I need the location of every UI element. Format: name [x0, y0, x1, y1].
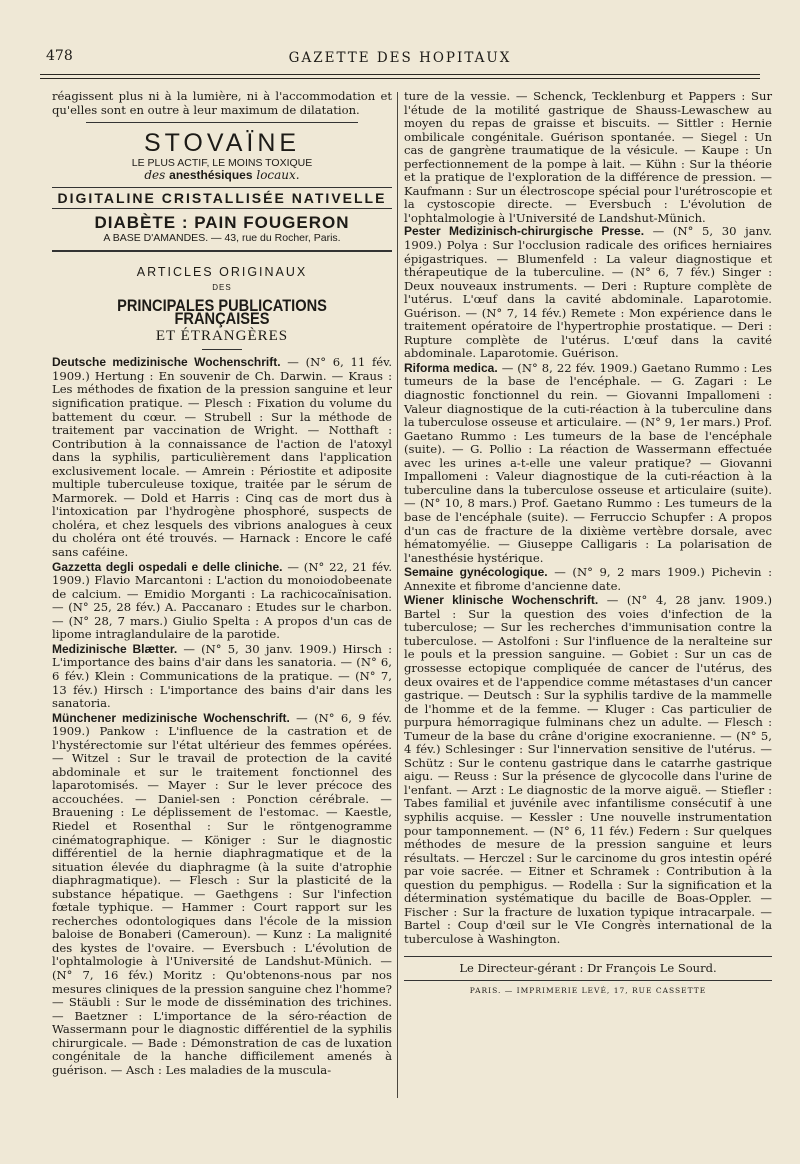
- section-rule: [202, 349, 242, 350]
- right-column: [404, 90, 772, 998]
- section-heading: [52, 266, 392, 351]
- journal-entry: [404, 594, 772, 946]
- diabete-ad-title: DIABÈTE : PAIN FOUGERON: [94, 212, 350, 232]
- left-column: [52, 90, 392, 1078]
- advertisement-block: [52, 122, 392, 252]
- journal-entry: [404, 225, 772, 360]
- stovaine-title: STOVAÏNE: [143, 129, 301, 158]
- journal-title: Medizinische Blætter.: [52, 641, 178, 656]
- ad-rule: [86, 122, 358, 123]
- journal-text: — (N° 8, 22 fév. 1909.) Gaetano Rummo : Les tumeurs de la base de l'encéphale. — G. Zagari : Le diagnostic fonctionnel du rein. — Giovanni Impallomeni : Valeur diagnostique de la cuti-réaction à la tuberculine dans la tuberculose osseuse et articulaire. — (N° 9, 1er mars.) Prof. Gaetano Rummo : Les tumeurs de la base de l'encéphale (suite). — G. Pollio : La réaction de Wassermann effectuée avec les urines a-t-elle une valeur pratique? — Giovanni Impallomeni : Valeur diagnostique de la cuti-réaction à la tuberculine dans la tuberculose osseuse et articulaire (suite). — (N° 10, 8 mars.) Prof. Gaetano Rummo : Les tumeurs de la base de l'encéphale (suite). — Ferruccio Schupfer : A propos d'un cas de fracture de la dixième vertèbre dorsale, avec hématomyélie. — Giuseppe Calligaris : La polarisation de l'anesthésie hystérique.: [404, 360, 773, 565]
- journal-entry: [404, 362, 772, 565]
- diabete-address: A BASE D'AMANDES. — 43, rue du Rocher, Paris.: [103, 231, 341, 244]
- journal-title: Semaine gynécologique.: [404, 565, 548, 580]
- journal-title: Wiener klinische Wochenschrift.: [404, 593, 599, 608]
- stovaine-italic-a: des: [144, 168, 166, 183]
- journal-text: — (N° 6, 9 fév. 1909.) Pankow : L'influence de la castration et de l'hystérectomie sur l'état ultérieur des femmes opérées. — Witzel : Sur le travail de protection de la cavité abdominale et sur le traitement fonctionnel des laparotomisés. — Mayer : Sur le lever précoce des accouchées. — Daniel-sen : Ponction cérébrale. — Brauening : Le déplissement de l'estomac. — Kaestle, Riedel et Rosenthal : Sur le röntgenogramme cinématographique. — Königer : Sur le diagnostic différentiel de la hernie diaphragmatique et de la situation élevée du diaphragme (à la suite d'atrophie diaphragmatique). — Flesch : Sur la plasticité de la substance hépatique. — Gaethgens : Sur l'infection fœtale typhique. — Hammer : Court rapport sur les recherches odontologiques dans l'école de la mission baloise de Bonaberi (Cameroun). — Kunz : La malignité des kystes de l'ovaire. — Eversbuch : L'évolution de l'ophtalmologie à l'Université de Landshut-Münich. — (N° 7, 16 fév.) Moritz : Qu'obtenons-nous par nos mesures cliniques de la pression sanguine chez l'homme? — Stäubli : Sur le mode de dissémination des trichines. — Baetzner : L'importance de la séro-réaction de Wassermann pour le diagnostic différentiel de la syphilis chirurgicale. — Bade : Démonstration de cas de luxation congénitale de la hanche difficilement amenés à guérison. — Asch : Les maladies de la muscula-: [52, 710, 392, 1077]
- stovaine-italic-b: locaux.: [256, 168, 300, 183]
- journal-text: — (N° 5, 30 janv. 1909.) Hirsch : L'importance des bains d'air dans les sanatoria. — (N° 6, 6 fév.) Klein : Communications de la pratique. — (N° 7, 13 fév.) Hirsch : L'importance des bains d'air dans les sanatoria.: [52, 641, 392, 711]
- stovaine-tagline: LE PLUS ACTIF, LE MOINS TOXIQUE: [131, 157, 313, 170]
- header-rule-bottom: [40, 78, 760, 79]
- director-signature: Le Directeur-gérant : Dr François Le Sourd.: [404, 956, 772, 976]
- journal-text: — (N° 4, 28 janv. 1909.) Bartel : Sur la question des voies d'infection de la tuberculose; — Sur les recherches d'immunisation contre la tuberculose. — Astolfoni : Sur l'influence de la neralteine sur le pouls et la pression sanguine. — Gobiet : Sur un cas de grossesse ectopique compliquée de cancer de l'utérus, des deux ovaires et de l'appendice comme métastases d'un cancer gastrique. — Deutsch : Sur la syphilis tardive de la mammelle de l'homme et de la femme. — Kluger : Cas particulier de purpura hémorragique fulminans chez un adulte. — Flesch : Tumeur de la base du crâne d'origine exocranienne. — (N° 5, 4 fév.) Schlesinger : Sur l'innervation sensitive de l'utérus. — Schütz : Sur le contenu gastrique dans le catarrhe gastrique aigu. — Reuss : Sur la présence de glycocolle dans l'urine de l'enfant. — Arzt : Le diagnostic de la morve aiguë. — Stiefler : Tabes familial et juvénile avec infantilisme consécutif à une syphilis acquise. — Kessler : Une nouvelle instrumentation pour tamponnement. — (N° 6, 11 fév.) Federn : Sur quelques méthodes de mesure de la pression sanguine et leurs résultats. — Herczel : Sur le carcinome du gros intestin opéré par voie sacrée. — Eitner et Schramek : Contribution à la question du pemphigus. — Rodella : Sur la signification et la détermination systématique du bacille de Boas-Oppler. — Fischer : Sur la fracture de luxation typique intracarpale. — Bartel : Coup d'œil sur le VIe Congrès international de la tuberculose à Washington.: [404, 593, 772, 946]
- journal-text: — (N° 6, 11 fév. 1909.) Hertung : En souvenir de Ch. Darwin. — Kraus : Les méthodes de fixation de la pression sanguine et leur signification pratique. — Plesch : Fixation du volume du battement du cœur. — Strubell : Sur la méthode de traitement par vaccination de Wright. — Notthaft : Contribution à la connaissance de l'action de l'atoxyl dans la syphilis, particulièrement dans l'application exclusivement locale. — Amrein : Périostite et adiposite multiple tuberculeuse toxique, traitée par le sérum de Marmorek. — Dold et Harris : Cinq cas de mort dus à l'intoxication par l'hydrogène phosphoré, suspects de choléra, et chez lesquels des vibrions analogues à ceux du choléra ont été trouvés. — Harnack : Encore le café sans caféine.: [52, 355, 393, 560]
- running-title: GAZETTE DES HOPITAUX: [288, 50, 512, 66]
- journal-title: Riforma medica.: [404, 360, 498, 375]
- journal-title: Deutsche medizinische Wochenschrift.: [52, 355, 281, 370]
- journal-title: Münchener medizinische Wochenschrift.: [52, 710, 290, 725]
- journal-text: — (N° 5, 30 janv. 1909.) Polya : Sur l'occlusion radicale des orifices herniaires épigastriques. — Blumenfeld : La valeur diagnostique et thérapeutique de la tuberculine. — (N° 6, 7 fév.) Singer : Deux nouveaux instruments. — Deri : Rupture complète de l'utérus. L'œuf dans la cavité abdominale. Laparotomie. Guérison. — (N° 7, 14 fév.) Remete : Mon expérience dans le traitement opératoire de l'hypertrophie prostatique. — Deri : Rupture complète de l'utérus. L'œuf dans la cavité abdominale. Laparotomie. Guérison.: [404, 224, 772, 361]
- journal-title: Gazzetta degli ospedali e delle cliniche.: [52, 559, 283, 574]
- journal-entry: [52, 643, 392, 711]
- column-separator: [397, 92, 398, 1098]
- section-line-2: DES: [212, 283, 232, 293]
- stovaine-bold: anesthésiques: [169, 168, 253, 183]
- left-intro-text: réagissent plus ni à la lumière, ni à l'accommodation et qu'elles sont en outre à leur maximum de dilatation.: [52, 89, 392, 117]
- page-number: 478: [46, 48, 73, 64]
- printer-imprint: PARIS. — IMPRIMERIE LEVÉ, 17, RUE CASSETTE: [404, 980, 772, 998]
- section-line-1: ARTICLES ORIGINAUX: [136, 264, 308, 279]
- journal-text: — (N° 22, 21 fév. 1909.) Flavio Marcantoni : L'action du monoiodobeenate de calcium. — Emidio Morganti : La rachicocaïnisation. — (N° 25, 28 fév.) A. Paccanaro : Etudes sur le charbon. — (N° 28, 7 mars.) Giulio Spelta : A propos d'un cas de lipome intraglandulaire de la parotide.: [52, 559, 392, 642]
- journal-text: — (N° 9, 2 mars 1909.) Pichevin : Annexite et fibrome d'ancienne date.: [404, 565, 772, 593]
- journal-title: Pester Medizinisch-chirurgische Presse.: [404, 224, 645, 239]
- section-line-4: ET ÉTRANGÈRES: [155, 327, 289, 344]
- journal-entry: [52, 356, 392, 559]
- journal-entry: [404, 566, 772, 593]
- page-header: [40, 48, 760, 76]
- journal-entry: [52, 561, 392, 642]
- journal-entry: [52, 712, 392, 1078]
- digitaline-ad: DIGITALINE CRISTALLISÉE NATIVELLE: [52, 187, 392, 209]
- header-rule-top: [40, 74, 760, 75]
- right-intro-text: ture de la vessie. — Schenck, Tecklenburg et Pappers : Sur l'étude de la motilité gastrique de Shauss-Lewaschew au moyen du repas de graisse et biscuits. — Sittler : Hernie ombilicale congénitale. Guérison spontanée. — Siegel : Un cas de gangrène traumatique de la vésicule. — Kaupe : Un perfectionnement de la pompe à lait. — Kühn : Sur la théorie et la pratique de l'exploration de la différence de pression. — Kaufmann : Sur un électroscope spécial pour l'urétroscopie et la cystoscopie directe. — Eversbuch : L'évolution de l'ophtalmologie à l'Université de Landshut-Münich.: [404, 89, 772, 225]
- ad-rule-bottom: [52, 250, 392, 252]
- stovaine-subline: [52, 169, 392, 183]
- section-line-3: PRINCIPALES PUBLICATIONS FRANÇAISES: [117, 295, 327, 329]
